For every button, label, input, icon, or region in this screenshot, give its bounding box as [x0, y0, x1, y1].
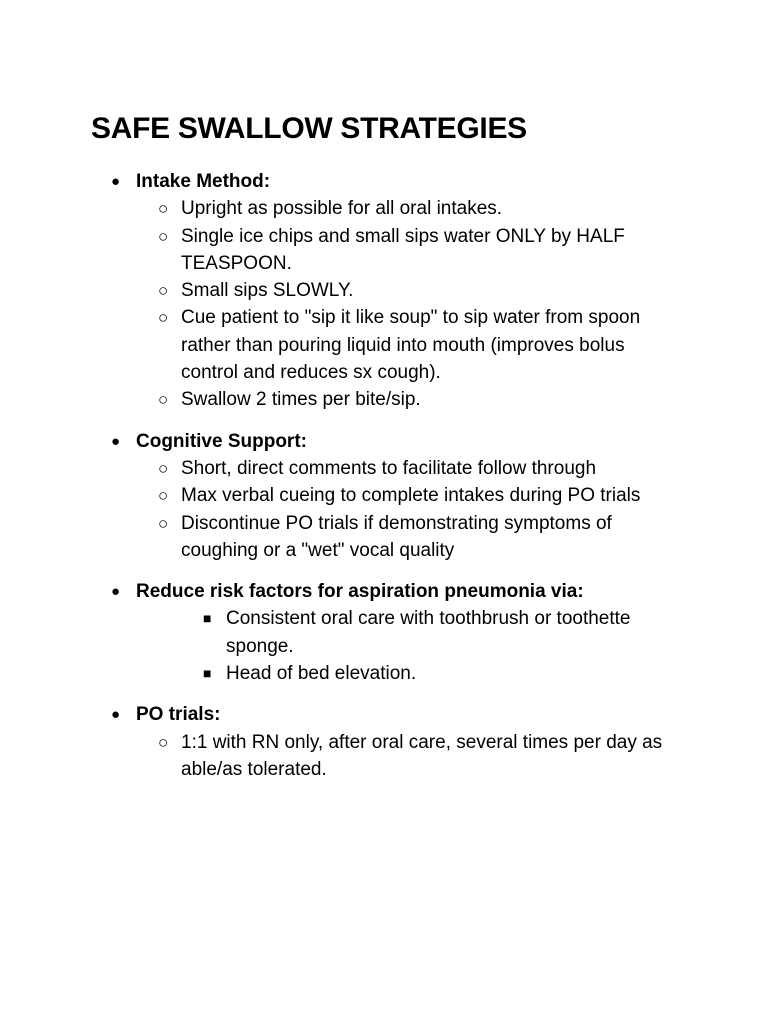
bullet-hollow-circle: ○	[158, 513, 169, 533]
section-heading: PO trials:	[136, 704, 221, 726]
list-item	[0, 660, 666, 687]
section-intake-method	[0, 168, 768, 414]
section-po-trials	[0, 701, 768, 783]
list-item-text: Head of bed elevation.	[226, 663, 417, 685]
list-item	[0, 605, 666, 660]
bullet-filled-circle: ●	[111, 706, 121, 724]
list-item-text: Consistent oral care with toothbrush or toothette sponge.	[226, 608, 631, 657]
list-item-text: 1:1 with RN only, after oral care, several times per day as able/as tolerated.	[181, 731, 663, 780]
bullet-filled-circle: ●	[111, 173, 121, 190]
bullet-hollow-circle: ○	[158, 732, 169, 752]
list-item-text: Small sips SLOWLY.	[181, 280, 354, 302]
section-reduce-risk	[0, 578, 768, 687]
section-heading-row	[0, 578, 696, 605]
bullet-hollow-circle: ○	[158, 486, 169, 506]
section-heading: Cognitive Support:	[136, 430, 307, 452]
bullet-hollow-circle: ○	[158, 226, 169, 246]
bullet-hollow-circle: ○	[158, 308, 169, 328]
bullet-hollow-circle: ○	[158, 390, 169, 410]
section-cognitive-support	[0, 428, 768, 564]
list-item	[0, 277, 671, 304]
bullet-filled-circle: ●	[111, 432, 121, 450]
list-item	[0, 455, 671, 482]
list-item	[0, 386, 671, 413]
list-item	[0, 482, 671, 509]
bullet-square: ■	[203, 610, 212, 627]
strategy-list	[0, 168, 768, 797]
bullet-hollow-circle: ○	[158, 199, 169, 219]
list-item-text: Max verbal cueing to complete intakes during PO trials	[181, 485, 641, 507]
list-item	[0, 729, 671, 784]
section-heading: Intake Method:	[136, 171, 271, 192]
list-item	[0, 510, 671, 565]
list-item	[0, 223, 671, 278]
section-heading-row	[0, 168, 696, 195]
section-heading-row	[0, 701, 696, 728]
list-item-text: Single ice chips and small sips water ONLY by HALF TEASPOON.	[181, 225, 625, 274]
bullet-square: ■	[203, 665, 212, 682]
list-item	[0, 304, 671, 386]
bullet-hollow-circle: ○	[158, 458, 169, 478]
list-item-text: Cue patient to "sip it like soup" to sip water from spoon rather than pouring liquid into mouth (improves bolus control and reduces sx cough).	[181, 307, 641, 384]
page-title: SAFE SWALLOW STRATEGIES	[91, 112, 527, 145]
list-item-text: Upright as possible for all oral intakes.	[181, 198, 503, 220]
section-heading: Reduce risk factors for aspiration pneumonia via:	[136, 581, 584, 603]
list-item	[0, 195, 671, 222]
section-heading-row	[0, 428, 696, 455]
bullet-hollow-circle: ○	[158, 281, 169, 301]
list-item-text: Short, direct comments to facilitate follow through	[181, 457, 597, 479]
bullet-filled-circle: ●	[111, 583, 121, 601]
list-item-text: Discontinue PO trials if demonstrating symptoms of coughing or a "wet" vocal quality	[181, 512, 612, 561]
list-item-text: Swallow 2 times per bite/sip.	[181, 389, 421, 411]
